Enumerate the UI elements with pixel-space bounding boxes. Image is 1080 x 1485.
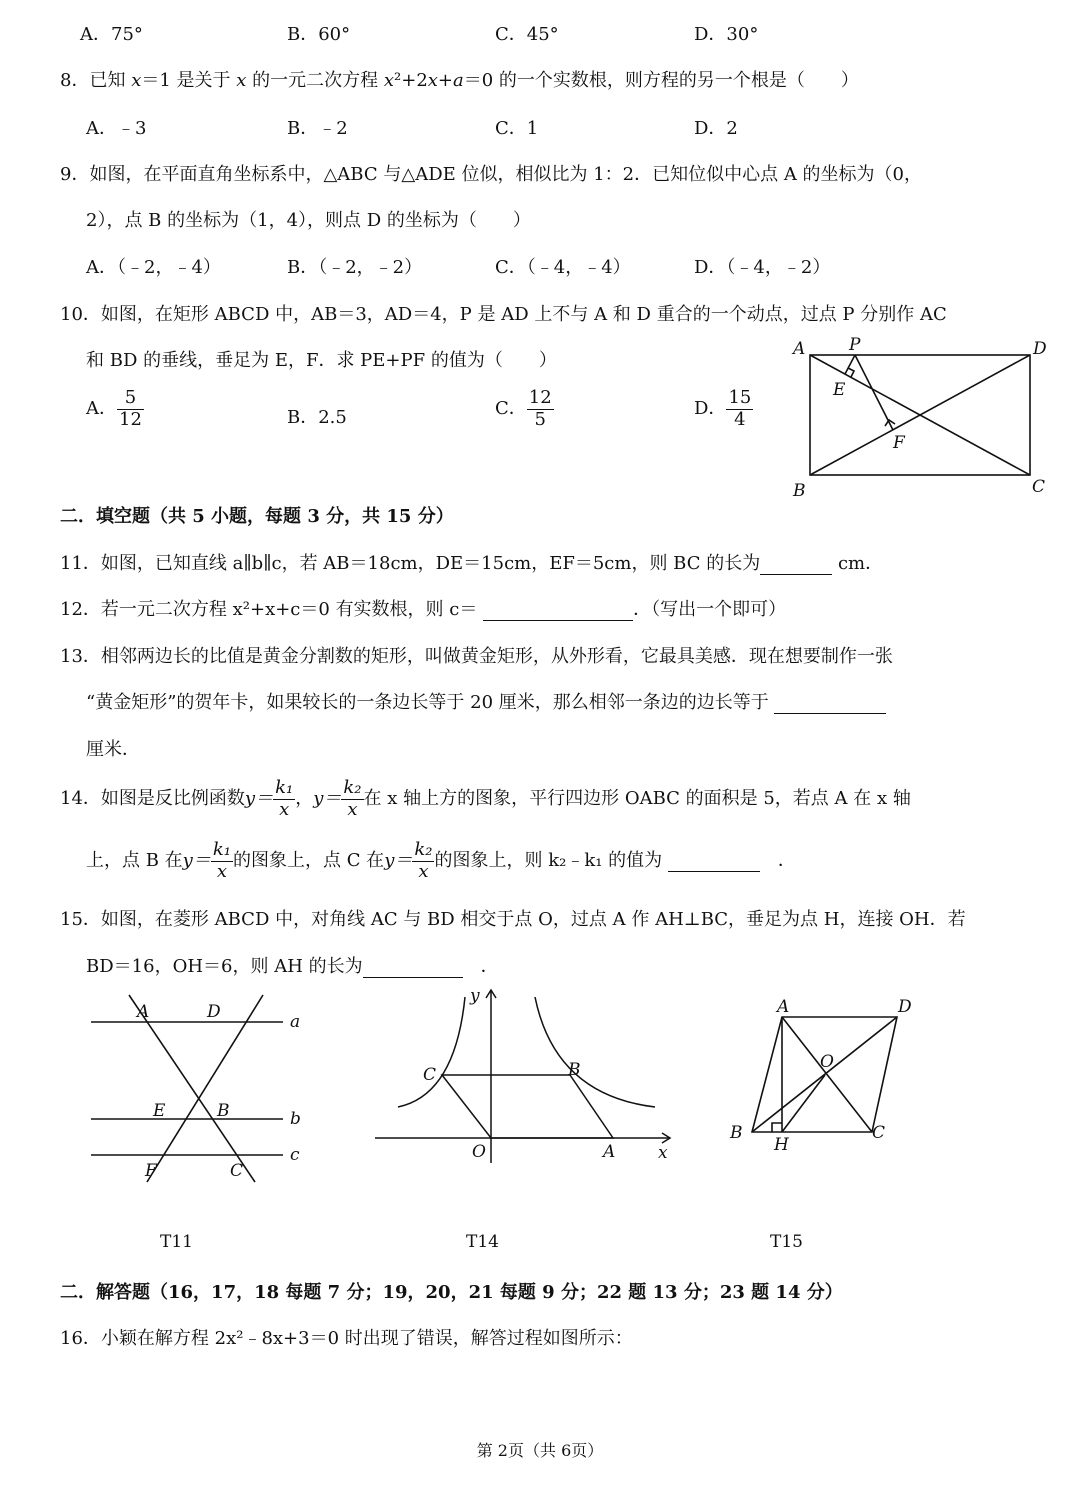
label-x: x bbox=[658, 1143, 668, 1163]
q12-answer-blank[interactable] bbox=[483, 599, 633, 621]
label-o: O bbox=[820, 1052, 834, 1072]
q8-option-d: D．2 bbox=[694, 118, 738, 139]
caption-t11: T11 bbox=[160, 1232, 193, 1252]
q10-option-b: B．2.5 bbox=[287, 407, 347, 428]
transversal-df bbox=[147, 995, 263, 1182]
label-f: F bbox=[145, 1161, 157, 1181]
q14-stem-line2: 上，点 B 在y＝ $\frac{\text{k₁}}{x}$ 的图象上，点 C 在y＝ $\frac{\text{k₂}}{x}$ 的图象上，则 k₂﹣k₁ 的值为 ． bbox=[86, 839, 796, 882]
label-b: B bbox=[217, 1101, 230, 1121]
figure-t14-inverse-functions bbox=[370, 985, 680, 1175]
label-line-b: b bbox=[290, 1109, 301, 1129]
label-o: O bbox=[472, 1142, 486, 1162]
q9-option-c: C．（﹣4，﹣4） bbox=[495, 257, 631, 278]
curve-k1 bbox=[535, 997, 655, 1107]
caption-t14: T14 bbox=[466, 1232, 499, 1252]
segment-pf bbox=[855, 355, 893, 430]
label-y: y bbox=[470, 986, 480, 1006]
figure-t15-rhombus bbox=[722, 990, 927, 1160]
label-h: H bbox=[774, 1135, 789, 1155]
q9-option-b: B．（﹣2，﹣2） bbox=[287, 257, 423, 278]
transversal-ac bbox=[129, 995, 255, 1182]
q12-stem: 12．若一元二次方程 x²+x+c＝0 有实数根，则 c＝ ．（写出一个即可） bbox=[60, 599, 787, 620]
q7-option-a: A．75° bbox=[80, 24, 143, 45]
page-footer: 第 2页（共 6页） bbox=[476, 1441, 604, 1460]
q8-option-b: B．﹣2 bbox=[287, 118, 348, 139]
label-f: F bbox=[893, 433, 905, 453]
q8-option-c: C．1 bbox=[495, 118, 539, 139]
q13-stem-line2: “黄金矩形”的贺年卡，如果较长的一条边长等于 20 厘米，那么相邻一条边的边长等于 bbox=[86, 688, 886, 714]
q9-option-a: A．（﹣2，﹣4） bbox=[86, 257, 221, 278]
label-b: B bbox=[793, 481, 806, 501]
label-c: C bbox=[423, 1065, 437, 1085]
label-line-a: a bbox=[290, 1012, 301, 1032]
label-line-c: c bbox=[290, 1145, 300, 1165]
q11-answer-blank[interactable] bbox=[760, 553, 832, 575]
right-angle-h bbox=[772, 1123, 782, 1132]
q7-option-b: B．60° bbox=[287, 24, 351, 45]
q10-option-a: A． $\frac{5}{12}$ bbox=[86, 387, 142, 430]
q10-option-d: D． $\frac{15}{4}$ bbox=[694, 387, 752, 430]
q14-stem-line1: 14．如图是反比例函数y＝ $\frac{\text{k₁}}{x}$ ，y＝ $\frac{\text{k₂}}{x}$ 在 x 轴上方的图象，平行四边形 OABC 的面积是 5，若点 A 在 x 轴 bbox=[60, 777, 911, 820]
q7-option-d: D．30° bbox=[694, 24, 759, 45]
label-e: E bbox=[153, 1101, 166, 1121]
label-a: A bbox=[793, 339, 806, 359]
q14-answer-blank[interactable] bbox=[668, 850, 760, 872]
q10-stem-line1: 10．如图，在矩形 ABCD 中，AB＝3，AD＝4，P 是 AD 上不与 A 和 D 重合的一个动点，过点 P 分别作 AC bbox=[60, 304, 947, 325]
q13-answer-blank[interactable] bbox=[774, 692, 886, 714]
label-d: D bbox=[898, 997, 912, 1017]
q10-stem-line2: 和 BD 的垂线，垂足为 E，F．求 PE+PF 的值为（ ） bbox=[86, 350, 557, 371]
q8-stem: 8．已知 x＝1 是关于 x 的一元二次方程 x²+2x+a＝0 的一个实数根，则方程的另一个根是（ ） bbox=[60, 70, 859, 91]
label-p: P bbox=[849, 335, 861, 355]
q15-stem-line2: BD＝16，OH＝6，则 AH 的长为 ． bbox=[86, 956, 499, 977]
label-a: A bbox=[137, 1002, 150, 1022]
q10-rectangle-figure bbox=[785, 330, 1055, 505]
q9-option-d: D．（﹣4，﹣2） bbox=[694, 257, 831, 278]
label-d: D bbox=[207, 1002, 221, 1022]
label-b: B bbox=[568, 1060, 581, 1080]
caption-t15: T15 bbox=[770, 1232, 803, 1252]
q13-stem-line3: 厘米． bbox=[86, 739, 140, 760]
q9-stem-line1: 9．如图，在平面直角坐标系中，△ABC 与△ADE 位似，相似比为 1：2．已知位似中心点 A 的坐标为（0， bbox=[60, 164, 923, 185]
label-c: C bbox=[1032, 477, 1046, 497]
label-e: E bbox=[833, 380, 846, 400]
q7-option-c: C．45° bbox=[495, 24, 559, 45]
parallelogram-oabc bbox=[442, 1075, 613, 1138]
section-fill-in-title: 二．填空题（共 5 小题，每题 3 分，共 15 分） bbox=[60, 506, 454, 527]
q13-stem-line1: 13．相邻两边长的比值是黄金分割数的矩形，叫做黄金矩形，从外形看，它最具美感．现在想要制作一张 bbox=[60, 646, 893, 667]
label-b: B bbox=[730, 1123, 743, 1143]
label-d: D bbox=[1033, 339, 1047, 359]
q15-stem-line1: 15．如图，在菱形 ABCD 中，对角线 AC 与 BD 相交于点 O，过点 A 作 AH⊥BC，垂足为点 H，连接 OH．若 bbox=[60, 909, 966, 930]
q15-answer-blank[interactable] bbox=[363, 956, 463, 978]
label-c: C bbox=[872, 1123, 886, 1143]
q10-option-c: C． $\frac{12}{5}$ bbox=[495, 387, 552, 430]
label-c: C bbox=[230, 1161, 244, 1181]
q9-stem-line2: 2），点 B 的坐标为（1，4），则点 D 的坐标为（ ） bbox=[86, 210, 531, 231]
q8-option-a: A．﹣3 bbox=[86, 118, 147, 139]
figure-t11-parallel-lines bbox=[85, 990, 315, 1190]
section-answer-title: 二．解答题（16，17，18 每题 7 分；19，20，21 每题 9 分；22 题 13 分；23 题 14 分） bbox=[60, 1282, 843, 1303]
q11-stem: 11．如图，已知直线 a∥b∥c，若 AB＝18cm，DE＝15cm，EF＝5cm，则 BC 的长为 cm． bbox=[60, 553, 884, 574]
q16-stem: 16．小颖在解方程 2x²﹣8x+3＝0 时出现了错误，解答过程如图所示： bbox=[60, 1328, 633, 1349]
label-a: A bbox=[777, 997, 790, 1017]
label-a: A bbox=[603, 1142, 616, 1162]
